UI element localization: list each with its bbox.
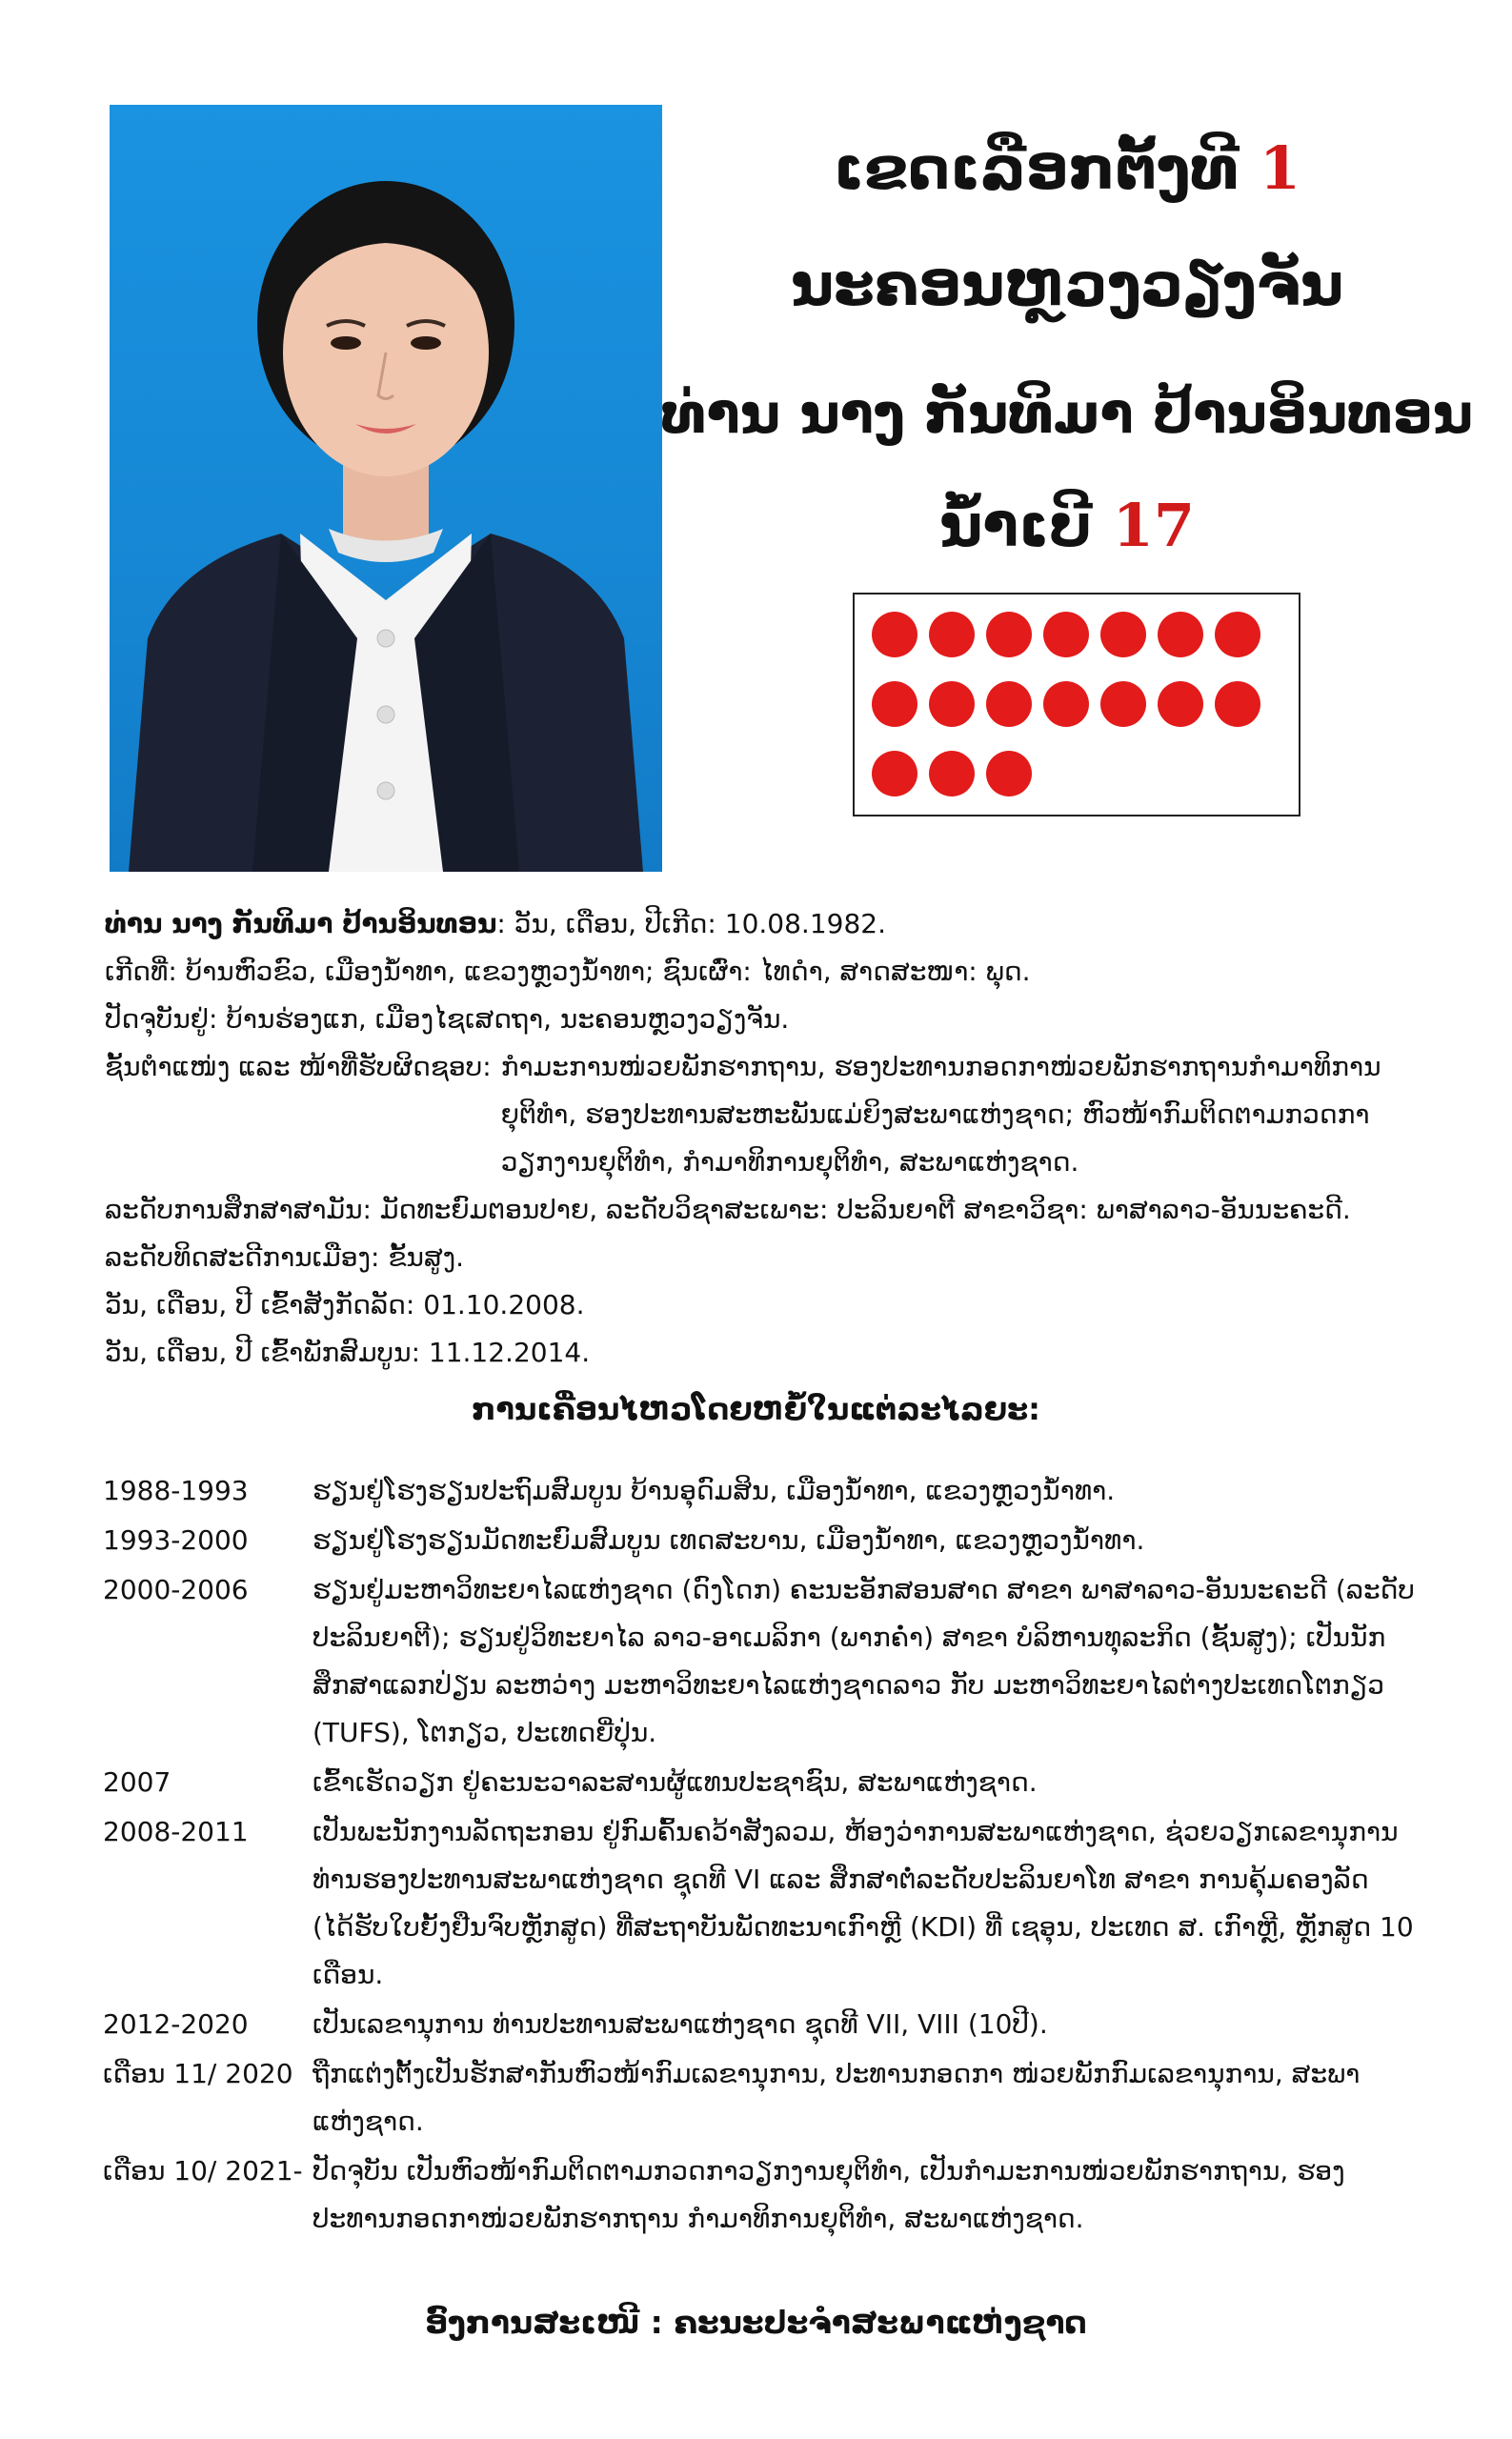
ballot-dot bbox=[1215, 612, 1260, 657]
portrait-photo-icon bbox=[110, 105, 662, 872]
career-text: ເປັນພະນັກງານລັດຖະກອນ ຢູ່ກົມຄົ້ນຄວ້າສັງລວມ, ຫ້ອງວ່າການສະພາແຫ່ງຊາດ, ຊ່ວຍວຽກເລຂານຸການທ່ານຮອງປະທານສະພາແຫ່ງຊາດ ຊຸດທີ VI ແລະ ສຶກສາຕໍ່ລະດັບປະລິນຍາໂທ ສາຂາ ການຄຸ້ມຄອງລັດ (ໄດ້ຮັບໃບຍັ້ງຢືນຈົບຫຼັກສູດ) ທີ່ສະຖາບັນພັດທະນາເກົາຫຼີ (KDI) ທີ່ ເຊອຸນ, ປະເທດ ສ. ເກົາຫຼີ, ຫຼັກສູດ 10 ເດືອນ. bbox=[312, 1816, 1414, 1990]
city-heading: ນະຄອນຫຼວງວຽງຈັນ bbox=[790, 250, 1344, 319]
career-entry bbox=[103, 1759, 1418, 1806]
ballot-dot bbox=[929, 751, 975, 796]
career-years: 2012-2020 bbox=[103, 2008, 249, 2040]
district-heading bbox=[667, 133, 1467, 203]
ballot-dot bbox=[872, 751, 917, 796]
ballot-number-heading bbox=[667, 491, 1467, 560]
ballot-dot bbox=[1100, 681, 1146, 727]
ballot-dot bbox=[929, 681, 975, 727]
career-years: 2000-2006 bbox=[103, 1574, 249, 1605]
info-political: ລະດັບທິດສະດີການເມືອງ: ຂັ້ນສູງ. bbox=[105, 1241, 465, 1273]
ballot-dot bbox=[1043, 612, 1089, 657]
ballot-dot bbox=[1158, 612, 1203, 657]
ballot-dot bbox=[929, 612, 975, 657]
info-state-join-date: ວັນ, ເດືອນ, ປີ ເຂົ້າສັງກັດລັດ: 01.10.2008. bbox=[105, 1289, 585, 1320]
career-years: ເດືອນ 11/ 2020 bbox=[103, 2058, 293, 2089]
career-years: ເດືອນ 10/ 2021- bbox=[103, 2155, 303, 2187]
info-position-text: ກໍາມະການໜ່ວຍພັກຮາກຖານ, ຮອງປະທານກອດກາໜ່ວຍພັກຮາກຖານກໍາມາທິການຍຸຕິທໍາ, ຮອງປະທານສະຫະພັນແມ່ຍິງສະພາແຫ່ງຊາດ; ຫົວໜ້າກົມຕິດຕາມກວດກາວຽກງານຍຸຕິທໍາ, ກໍາມາທິການຍຸຕິທໍາ, ສະພາແຫ່ງຊາດ. bbox=[500, 1051, 1381, 1178]
career-title: ການເຄື່ອນໄຫວໂດຍຫຍໍ້ໃນແຕ່ລະໄລຍະ: bbox=[472, 1391, 1040, 1427]
career-entry bbox=[103, 1517, 1418, 1564]
career-text: ຮຽນຢູ່ໂຮງຮຽນປະຖົມສົມບູນ ບ້ານອຸດົມສິນ, ເມືອງນໍ້າທາ, ແຂວງຫຼວງນໍ້າທາ. bbox=[312, 1475, 1116, 1506]
career-years: 1988-1993 bbox=[103, 1475, 249, 1506]
career-text: ເຂົ້າເຮັດວຽກ ຢູ່ຄະນະວາລະສານຜູ້ແທນປະຊາຊົນ, ສະພາແຫ່ງຊາດ. bbox=[312, 1766, 1038, 1798]
ballot-dot bbox=[986, 681, 1032, 727]
career-years: 2008-2011 bbox=[103, 1816, 249, 1847]
career-entry bbox=[103, 1566, 1418, 1757]
career-entry bbox=[103, 1808, 1418, 1999]
career-text: ປັດຈຸບັນ ເປັນຫົວໜ້າກົມຕິດຕາມກວດກາວຽກງານຍຸຕິທໍາ, ເປັນກໍາມະການໜ່ວຍພັກຮາກຖານ, ຮອງປະທານກອດກາໜ່ວຍພັກຮາກຖານ ກໍາມາທິການຍຸຕິທໍາ, ສະພາແຫ່ງຊາດ. bbox=[312, 2155, 1345, 2234]
info-residence: ປັດຈຸບັນຢູ່: ບ້ານຮ່ອງແກ, ເມືອງໄຊເສດຖາ, ນະຄອນຫຼວງວຽງຈັນ. bbox=[105, 1003, 790, 1035]
info-name-row bbox=[105, 900, 1420, 948]
nominating-body: ອົງການສະເໜີ : ຄະນະປະຈໍາສະພາແຫ່ງຊາດ bbox=[425, 2304, 1087, 2341]
ballot-dot bbox=[986, 751, 1032, 796]
ballot-dots-box bbox=[853, 593, 1300, 816]
ballot-dot bbox=[872, 612, 917, 657]
info-birthplace: ເກີດທີ່: ບ້ານຫົວຂົວ, ເມືອງນໍ້າທາ, ແຂວງຫຼວງນໍ້າທາ; ຊົນເຜົ່າ: ໄທດໍາ, ສາດສະໜາ: ພຸດ. bbox=[105, 956, 1031, 987]
ballot-dot bbox=[1100, 612, 1146, 657]
career-text: ຮຽນຢູ່ໂຮງຮຽນມັດທະຍົມສົມບູນ ເທດສະບານ, ເມືອງນໍ້າທາ, ແຂວງຫຼວງນໍ້າທາ. bbox=[312, 1524, 1145, 1556]
career-years: 2007 bbox=[103, 1766, 171, 1798]
ballot-dot bbox=[1043, 681, 1089, 727]
ballot-number: 17 bbox=[1112, 491, 1196, 560]
career-entry bbox=[103, 2050, 1418, 2146]
career-entry bbox=[103, 2147, 1418, 2243]
career-list bbox=[103, 1467, 1418, 2245]
career-entry bbox=[103, 1467, 1418, 1515]
candidate-info bbox=[105, 900, 1420, 1377]
info-party-join-date: ວັນ, ເດືອນ, ປີ ເຂົ້າພັກສົມບູນ: 11.12.2014. bbox=[105, 1337, 591, 1368]
candidate-photo bbox=[110, 105, 662, 872]
career-entry bbox=[103, 2001, 1418, 2048]
career-text: ຮຽນຢູ່ມະຫາວິທະຍາໄລແຫ່ງຊາດ (ດົງໂດກ) ຄະນະອັກສອນສາດ ສາຂາ ພາສາລາວ-ອັນນະຄະດີ (ລະດັບປະລິນຍາຕີ); ຮຽນຢູ່ວິທະຍາໄລ ລາວ-ອາເມລິກາ (ພາກຄໍ່າ) ສາຂາ ບໍລິຫານທຸລະກິດ (ຊັ້ນສູງ); ເປັນນັກສຶກສາແລກປ່ຽນ ລະຫວ່າງ ມະຫາວິທະຍາໄລແຫ່ງຊາດລາວ ກັບ ມະຫາວິທະຍາໄລຕ່າງປະເທດໂຕກຽວ (TUFS), ໂຕກຽວ, ປະເທດຍີ່ປຸ່ນ. bbox=[312, 1574, 1415, 1748]
district-number: 1 bbox=[1259, 133, 1300, 203]
ballot-dots bbox=[855, 595, 1299, 815]
career-years: 1993-2000 bbox=[103, 1524, 249, 1556]
info-position-row bbox=[105, 1043, 1420, 1186]
info-dob: : ວັນ, ເດືອນ, ປີເກີດ: 10.08.1982. bbox=[496, 908, 886, 939]
candidate-name-heading: ທ່ານ ນາງ ກັນທິມາ ປ້ານອິນທອນ bbox=[660, 381, 1474, 446]
ballot-dot bbox=[1158, 681, 1203, 727]
number-label: ນໍ້າເບີ bbox=[938, 491, 1093, 560]
career-text: ຖືກແຕ່ງຕັ້ງເປັນຮັກສາກັນຫົວໜ້າກົມເລຂານຸການ, ປະທານກອດກາ ໜ່ວຍພັກກົມເລຂານຸການ, ສະພາແຫ່ງຊາດ. bbox=[312, 2058, 1361, 2137]
ballot-dot bbox=[872, 681, 917, 727]
info-name-label: ທ່ານ ນາງ ກັນທິມາ ປ້ານອິນທອນ bbox=[105, 908, 497, 939]
career-text: ເປັນເລຂານຸການ ທ່ານປະທານສະພາແຫ່ງຊາດ ຊຸດທີ VII, VIII (10ປີ). bbox=[312, 2008, 1048, 2040]
district-label: ເຂດເລືອກຕັ້ງທີ bbox=[833, 133, 1240, 203]
ballot-dot bbox=[1215, 681, 1260, 727]
info-position-label: ຊັ້ນຕໍາແໜ່ງ ແລະ ໜ້າທີ່ຮັບຜິດຊອບ: bbox=[105, 1051, 492, 1082]
info-education: ລະດັບການສຶກສາສາມັນ: ມັດທະຍົມຕອນປາຍ, ລະດັບວິຊາສະເພາະ: ປະລິນຍາຕີ ສາຂາວິຊາ: ພາສາລາວ-ອັນນະຄະດີ. bbox=[105, 1194, 1351, 1225]
ballot-dot bbox=[986, 612, 1032, 657]
